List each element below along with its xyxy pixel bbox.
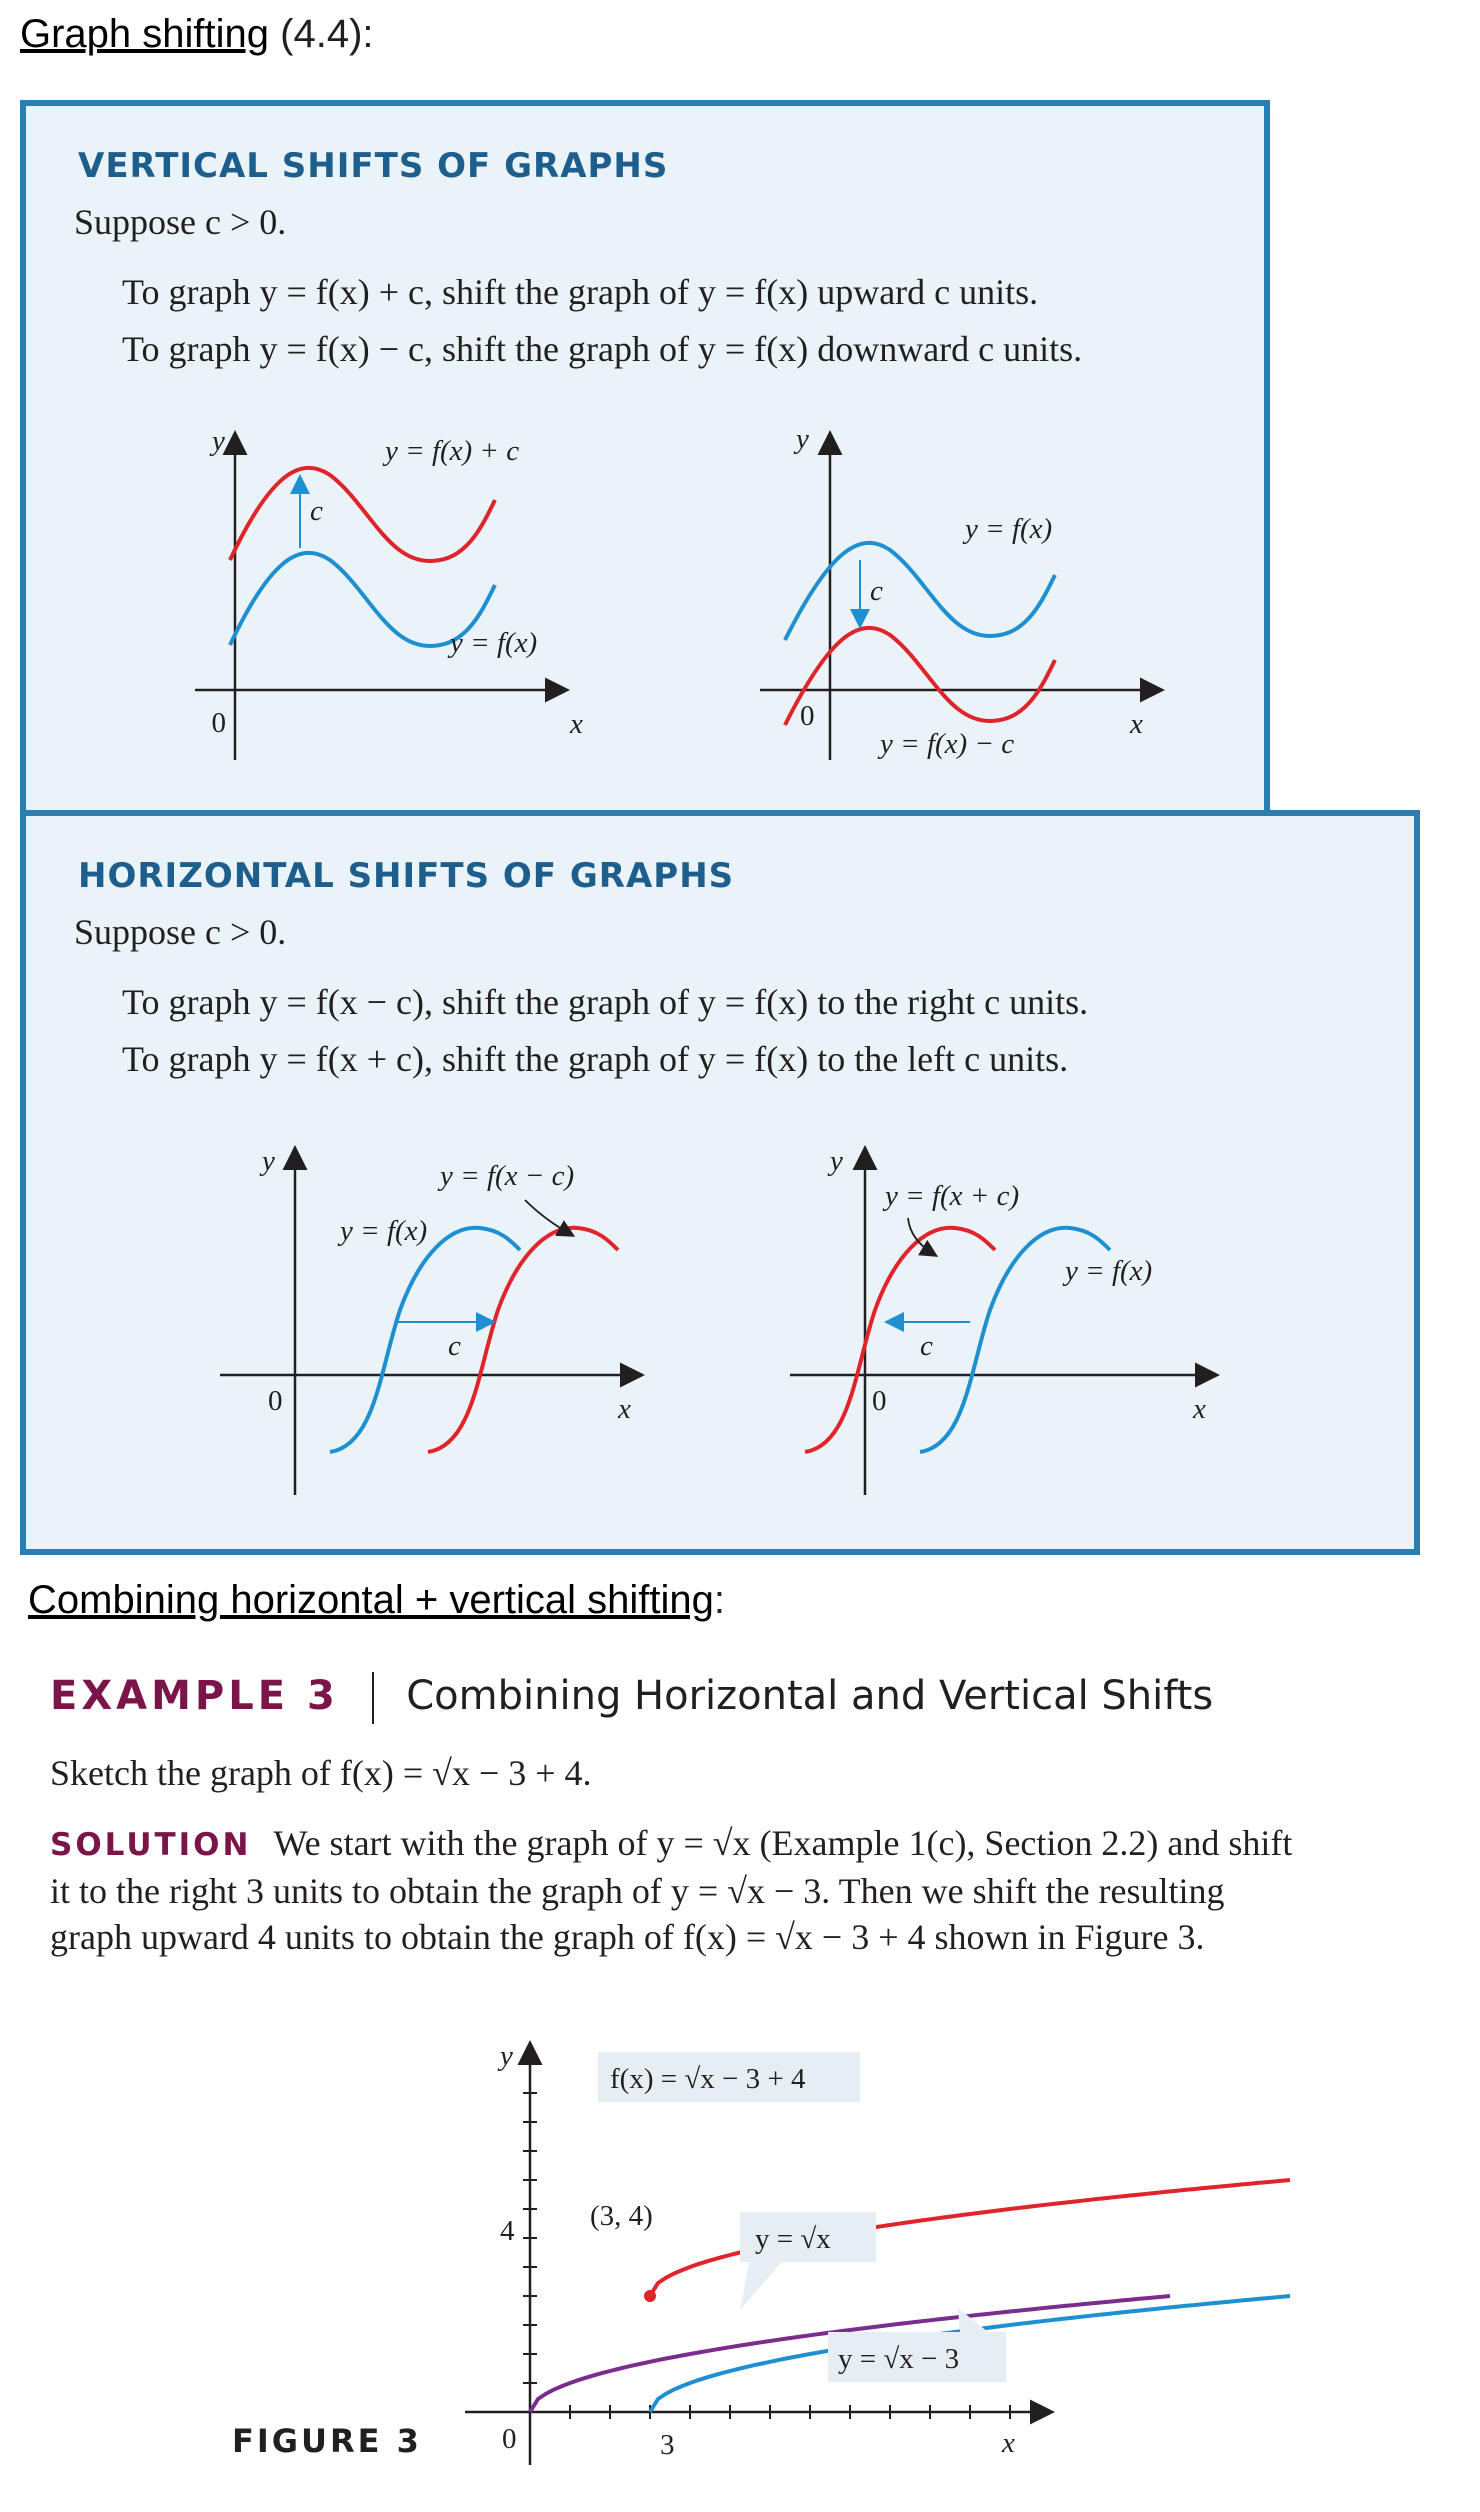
y-axis-label: y (500, 2040, 513, 2072)
y-axis-label: y (830, 1145, 843, 1177)
shifted-label: y = f(x) − c (880, 728, 1015, 760)
origin-label: 0 (211, 707, 226, 739)
x-axis-label: x (1002, 2427, 1015, 2459)
vertical-suppose: Suppose c > 0. (74, 202, 287, 242)
x-axis-label: x (1130, 708, 1143, 740)
solution-paragraph (50, 1820, 1450, 1960)
point-3-4 (644, 2290, 656, 2302)
vertical-shifts-title: VERTICAL SHIFTS OF GRAPHS (78, 146, 669, 186)
horizontal-shift-left-graph (790, 1140, 1240, 1500)
heading-text: Combining horizontal + vertical shifting (28, 1578, 714, 1622)
solution-line-3: graph upward 4 units to obtain the graph of f(x) = √x − 3 + 4 shown in Figure 3. (50, 1917, 1205, 1957)
c-label: c (870, 575, 883, 607)
heading-suffix: : (713, 1578, 726, 1622)
horizontal-suppose: Suppose c > 0. (74, 912, 287, 952)
y-tick-label-4: 4 (500, 2215, 515, 2247)
base-curve (785, 543, 1055, 640)
y-axis-label: y (212, 425, 225, 457)
solution-line-2: it to the right 3 units to obtain the graph of y = √x − 3. Then we shift the resulting (50, 1871, 1225, 1911)
figure-3-graph (450, 2020, 1070, 2480)
y-axis-label: y (796, 423, 809, 455)
shifted-label: y = f(x + c) (885, 1180, 1020, 1212)
horizontal-rule-left: To graph y = f(x + c), shift the graph of y = f(x) to the left c units. (122, 1039, 1069, 1079)
vertical-shift-down-graph (760, 420, 1200, 760)
base-label: y = f(x) (965, 513, 1053, 545)
base-label: y = f(x) (340, 1215, 428, 1247)
base-label: y = f(x) (1065, 1255, 1153, 1287)
point-label: (3, 4) (590, 2200, 653, 2232)
y-axis-label: y (262, 1145, 275, 1177)
base-label: y = f(x) (450, 627, 538, 659)
shifted-down-curve (785, 628, 1055, 725)
vertical-rule-up: To graph y = f(x) + c, shift the graph of y = f(x) upward c units. (122, 272, 1039, 312)
example-prompt: Sketch the graph of f(x) = √x − 3 + 4. (50, 1753, 592, 1793)
shifted-label: y = f(x − c) (440, 1160, 575, 1192)
solution-label: SOLUTION (50, 1827, 252, 1863)
label-sqrt: y = √x (755, 2223, 831, 2255)
x-axis-label: x (618, 1393, 631, 1425)
x-tick-label-3: 3 (660, 2429, 675, 2461)
label-sqrt-pointer (740, 2258, 785, 2310)
example-heading (50, 1672, 1213, 1724)
origin-label: 0 (800, 700, 815, 732)
x-axis-label: x (1193, 1393, 1206, 1425)
c-label: c (448, 1330, 461, 1362)
heading-text: Graph shifting (20, 12, 270, 56)
horizontal-shift-right-graph (220, 1140, 670, 1500)
example-title: Combining Horizontal and Vertical Shifts (406, 1673, 1214, 1719)
base-curve (330, 1228, 520, 1452)
vertical-rule-down: To graph y = f(x) − c, shift the graph of y = f(x) downward c units. (122, 329, 1083, 369)
origin-label: 0 (502, 2423, 517, 2455)
c-label: c (920, 1330, 933, 1362)
section-heading-combining (28, 1578, 725, 1623)
shifted-label: y = f(x) + c (385, 435, 520, 467)
label-shifted: y = √x − 3 (838, 2343, 960, 2375)
solution-line-1 (50, 1820, 1450, 1868)
vertical-shift-up-graph (180, 420, 610, 760)
c-label: c (310, 495, 323, 527)
solution-text-1: We start with the graph of y = √x (Example 1(c), Section 2.2) and shift (273, 1823, 1293, 1863)
origin-label: 0 (872, 1385, 887, 1417)
x-axis-label: x (570, 708, 583, 740)
figure-caption: FIGURE 3 (232, 2422, 422, 2460)
section-heading-graph-shifting (20, 12, 374, 57)
example-label: EXAMPLE 3 (50, 1673, 339, 1719)
example-divider (372, 1672, 374, 1724)
horizontal-shifts-title: HORIZONTAL SHIFTS OF GRAPHS (78, 856, 735, 896)
horizontal-rule-right: To graph y = f(x − c), shift the graph of y = f(x) to the right c units. (122, 982, 1089, 1022)
origin-label: 0 (268, 1385, 283, 1417)
shifted-up-curve (230, 468, 495, 561)
label-f: f(x) = √x − 3 + 4 (610, 2063, 806, 2095)
shifted-left-curve (805, 1228, 995, 1452)
heading-suffix: (4.4): (269, 12, 374, 56)
